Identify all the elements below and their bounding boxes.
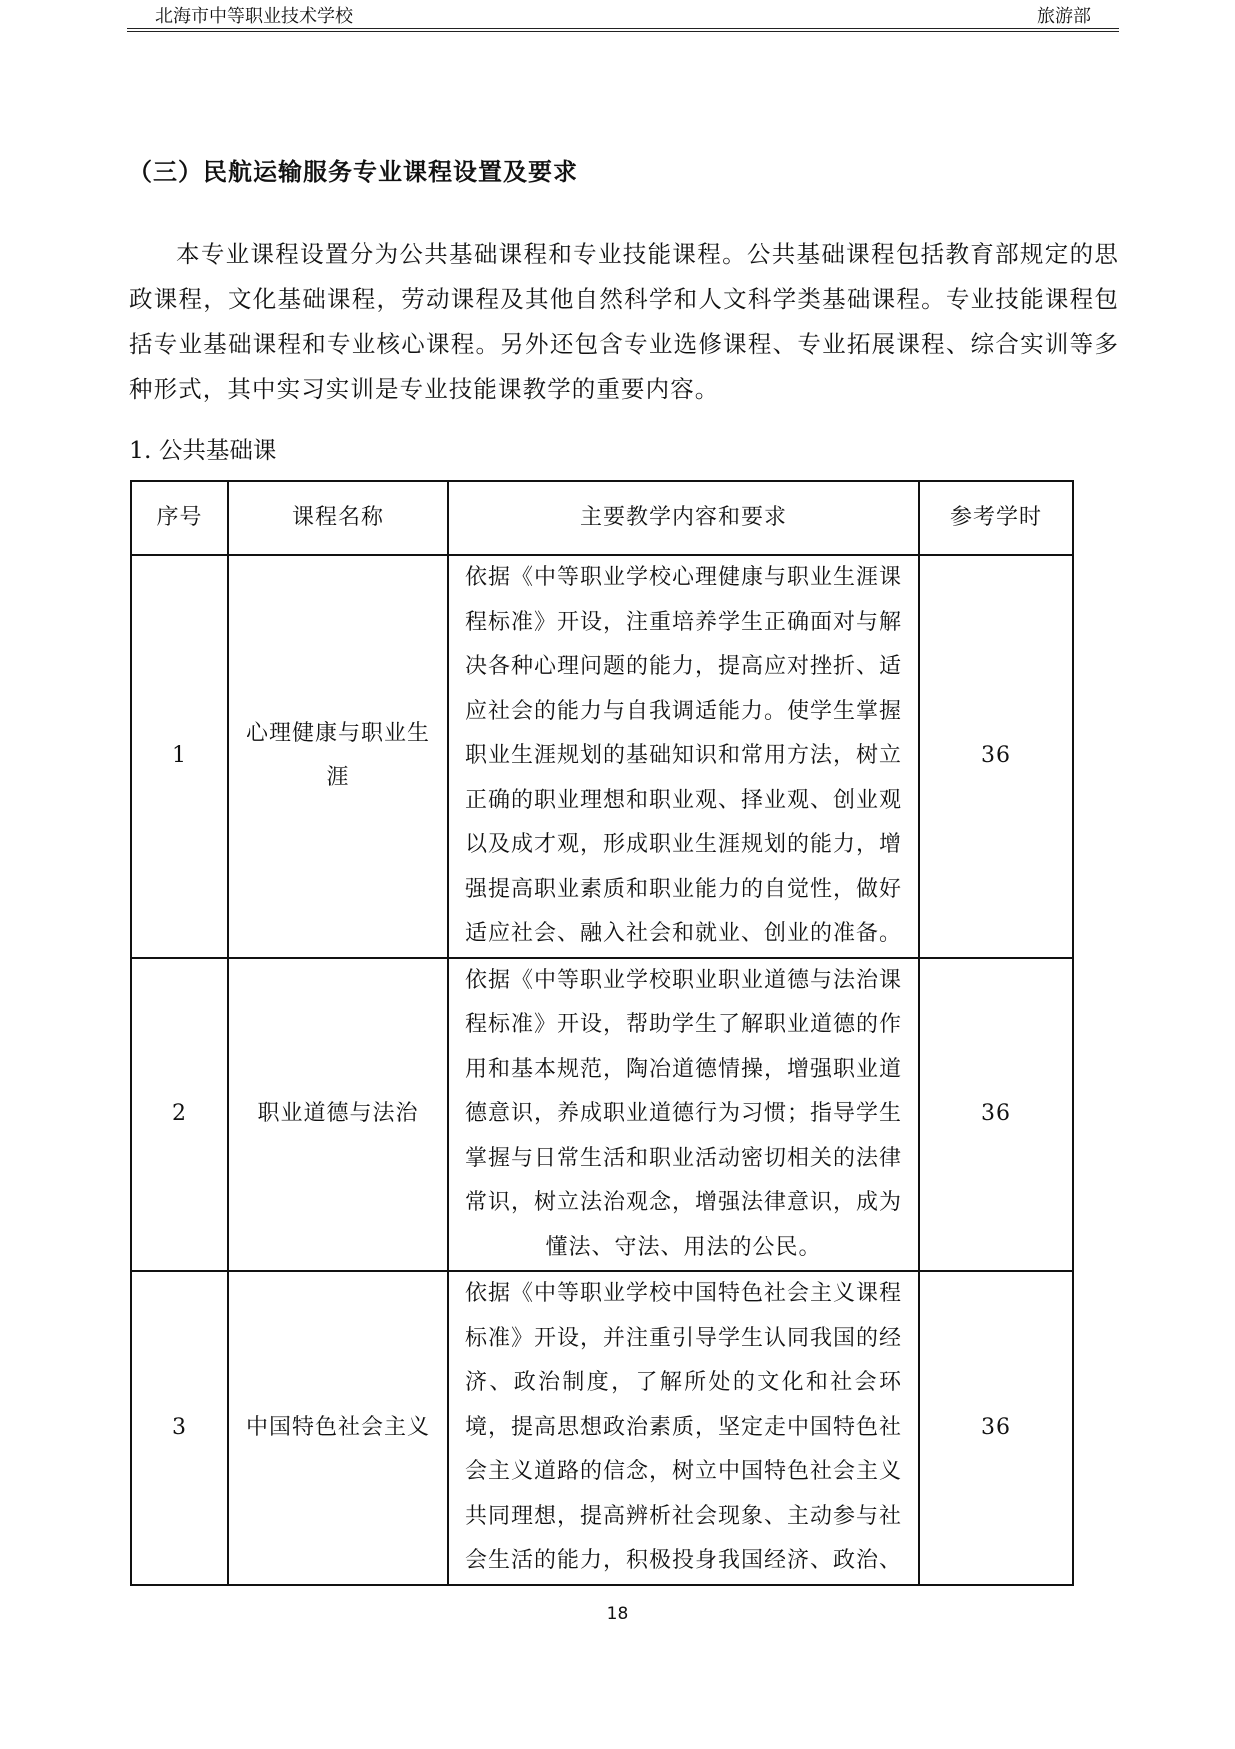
header-department: 旅游部 xyxy=(1037,6,1091,27)
row-hours: 36 xyxy=(919,555,1073,958)
table-row xyxy=(131,555,1073,958)
row-course-name: 心理健康与职业生涯 xyxy=(228,555,448,958)
header-no: 序号 xyxy=(131,481,228,555)
table-row xyxy=(131,958,1073,1272)
course-table xyxy=(130,480,1074,1586)
header-rule xyxy=(127,31,1119,32)
table-header-row xyxy=(131,481,1073,555)
header-school-name: 北海市中等职业技术学校 xyxy=(155,6,353,27)
row-content: 依据《中等职业学校心理健康与职业生涯课程标准》开设，注重培养学生正确面对与解决各种心理问题的能力，提高应对挫折、适应社会的能力与自我调适能力。使学生掌握职业生涯规划的基础知识和常用方法，树立正确的职业理想和职业观、择业观、创业观以及成才观，形成职业生涯规划的能力，增强提高职业素质和职业能力的自觉性，做好适应社会、融入社会和就业、创业的准备。 xyxy=(448,555,919,958)
row-hours: 36 xyxy=(919,958,1073,1272)
row-course-name: 中国特色社会主义 xyxy=(228,1271,448,1585)
header-hours: 参考学时 xyxy=(919,481,1073,555)
row-content: 依据《中等职业学校职业职业道德与法治课程标准》开设，帮助学生了解职业道德的作用和基本规范，陶冶道德情操，增强职业道德意识，养成职业道德行为习惯；指导学生掌握与日常生活和职业活动密切相关的法律常识，树立法治观念，增强法律意识，成为懂法、守法、用法的公民。 xyxy=(448,958,919,1272)
header-content: 主要教学内容和要求 xyxy=(448,481,919,555)
page-number: 18 xyxy=(606,1604,629,1624)
subheading-public-courses: 1. 公共基础课 xyxy=(129,436,277,464)
intro-paragraph: 本专业课程设置分为公共基础课程和专业技能课程。公共基础课程包括教育部规定的思政课程，文化基础课程，劳动课程及其他自然科学和人文科学类基础课程。专业技能课程包括专业基础课程和专业核心课程。另外还包含专业选修课程、专业拓展课程、综合实训等多种形式，其中实习实训是专业技能课教学的重要内容。 xyxy=(129,240,1119,403)
row-content: 依据《中等职业学校中国特色社会主义课程标准》开设，并注重引导学生认同我国的经济、政治制度，了解所处的文化和社会环境，提高思想政治素质，坚定走中国特色社会主义道路的信念，树立中国特色社会主义共同理想，提高辨析社会现象、主动参与社会生活的能力，积极投身我国经济、政治、 xyxy=(448,1271,919,1585)
row-no: 3 xyxy=(131,1271,228,1585)
header-course-name: 课程名称 xyxy=(228,481,448,555)
table-row xyxy=(131,1271,1073,1585)
row-no: 1 xyxy=(131,555,228,958)
row-hours: 36 xyxy=(919,1271,1073,1585)
page-header xyxy=(127,0,1119,29)
row-no: 2 xyxy=(131,958,228,1272)
row-course-name: 职业道德与法治 xyxy=(228,958,448,1272)
section-title: （三）民航运输服务专业课程设置及要求 xyxy=(128,158,578,186)
